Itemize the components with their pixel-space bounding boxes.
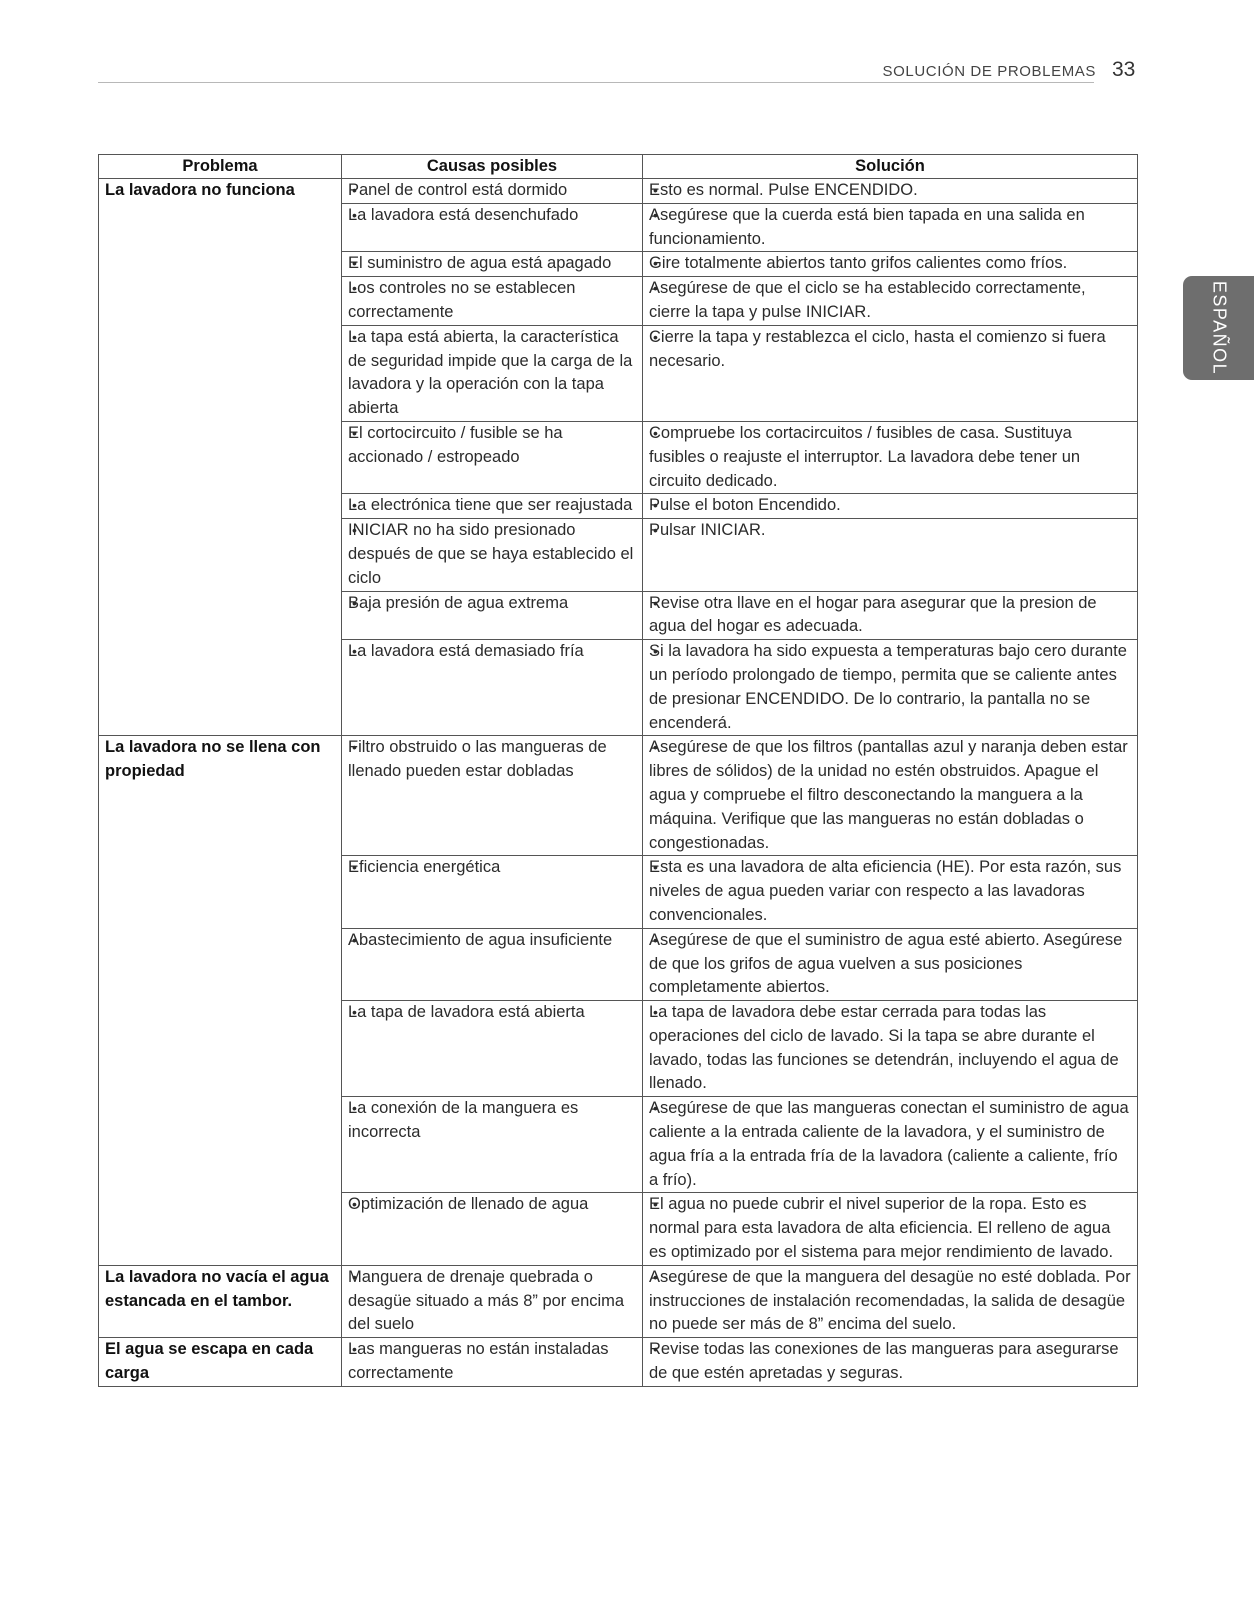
cause-cell — [342, 640, 643, 736]
cause-text: • El suministro de agua está apagado — [348, 254, 612, 273]
troubleshooting-table — [98, 154, 1138, 1387]
cause-cell — [342, 179, 643, 204]
solution-text: • Pulse el boton Encendido. — [649, 496, 841, 515]
cause-cell — [342, 1001, 643, 1097]
solution-cell — [643, 856, 1138, 928]
cause-cell — [342, 494, 643, 519]
solution-cell — [643, 203, 1138, 252]
cause-text: • Baja presión de agua extrema — [348, 593, 569, 612]
cause-cell — [342, 277, 643, 326]
solution-cell — [643, 494, 1138, 519]
solution-text: • Asegúrese de que el suministro de agua esté abierto. Asegúrese de que los grifos de agua vuelven a sus posiciones completamente abiertos. — [649, 930, 1123, 997]
column-header-problem: Problema — [99, 155, 342, 179]
cause-cell — [342, 203, 643, 252]
solution-text: • Cierre la tapa y restablezca el ciclo, hasta el comienzo si fuera necesario. — [649, 327, 1106, 370]
table-row — [99, 736, 1138, 856]
solution-text: • Asegúrese de que los filtros (pantallas azul y naranja deben estar libres de sólidos) de la unidad no estén obstruidos. Apague el agua y compruebe el filtro desconectando la manguera a la máquina. Verifique que las mangueras no están dobladas o congestionadas. — [649, 738, 1128, 852]
solution-cell — [643, 421, 1138, 493]
problem-cell: La lavadora no funciona — [99, 179, 342, 736]
cause-text: • La lavadora está demasiado fría — [348, 642, 584, 661]
section-title: SOLUCIÓN DE PROBLEMAS — [882, 63, 1096, 80]
solution-text: • Compruebe los cortacircuitos / fusibles de casa. Sustituya fusibles o reajuste el interruptor. La lavadora debe tener un circuito dedicado. — [649, 423, 1081, 490]
cause-cell — [342, 519, 643, 591]
solution-text: • Asegúrese de que el ciclo se ha establecido correctamente, cierre la tapa y pulse INICIAR. — [649, 279, 1086, 321]
solution-text: • Gire totalmente abiertos tanto grifos calientes como fríos. — [649, 254, 1068, 273]
cause-text: • Los controles no se establecen correctamente — [348, 279, 576, 321]
cause-cell — [342, 1193, 643, 1265]
cause-text: • La conexión de la manguera es incorrecta — [348, 1099, 579, 1142]
solution-cell — [643, 325, 1138, 421]
cause-cell — [342, 325, 643, 421]
cause-text: • Optimización de llenado de agua — [348, 1195, 589, 1214]
solution-cell — [643, 1338, 1138, 1387]
cause-cell — [342, 591, 643, 640]
cause-text: • El cortocircuito / fusible se ha accionado / estropeado — [348, 423, 563, 466]
table-row — [99, 1265, 1138, 1337]
solution-cell — [643, 179, 1138, 204]
cause-text: • La electrónica tiene que ser reajustada — [348, 496, 633, 515]
solution-cell — [643, 1097, 1138, 1193]
solution-text: • Esta es una lavadora de alta eficiencia (HE). Por esta razón, sus niveles de agua pueden variar con respecto a las lavadoras convencionales. — [649, 858, 1122, 924]
solution-cell — [643, 928, 1138, 1000]
problem-cell: El agua se escapa en cada carga — [99, 1338, 342, 1387]
cause-text: • Manguera de drenaje quebrada o desagüe situado a más 8” por encima del suelo — [348, 1267, 625, 1334]
cause-text: • La tapa está abierta, la característica de seguridad impide que la carga de la lavadora y la operación con la tapa abierta — [348, 327, 633, 418]
table-row — [99, 1338, 1138, 1387]
solution-text: • El agua no puede cubrir el nivel superior de la ropa. Esto es normal para esta lavadora de alta eficiencia. El relleno de agua es optimizado por el sistema para mejor rendimiento de lavado. — [649, 1195, 1114, 1262]
solution-cell — [643, 640, 1138, 736]
solution-cell — [643, 519, 1138, 591]
solution-text: • Esto es normal. Pulse ENCENDIDO. — [649, 181, 918, 199]
problem-cell: La lavadora no se llena con propiedad — [99, 736, 342, 1266]
cause-text: • La lavadora está desenchufado — [348, 205, 579, 224]
cause-text: • Abastecimiento de agua insuficiente — [348, 930, 613, 949]
cause-cell — [342, 856, 643, 928]
solution-text: • Si la lavadora ha sido expuesta a temperaturas bajo cero durante un período prolongado de tiempo, permita que se caliente antes de presionar ENCENDIDO. De lo contrario, la pantalla no se encenderá. — [649, 642, 1127, 732]
solution-cell — [643, 277, 1138, 326]
solution-text: • La tapa de lavadora debe estar cerrada para todas las operaciones del ciclo de lavado. Si la tapa se abre durante el lavado, todas las funciones se detendrán, incluyendo el agua de llenado. — [649, 1003, 1119, 1093]
cause-text: • La tapa de lavadora está abierta — [348, 1003, 585, 1022]
problem-cell: La lavadora no vacía el agua estancada en el tambor. — [99, 1265, 342, 1337]
solution-cell — [643, 591, 1138, 640]
solution-cell — [643, 1193, 1138, 1265]
solution-cell — [643, 1265, 1138, 1337]
column-header-causes: Causas posibles — [342, 155, 643, 179]
table-row — [99, 179, 1138, 204]
solution-text: • Asegúrese que la cuerda está bien tapada en una salida en funcionamiento. — [649, 205, 1085, 248]
cause-text: • Panel de control está dormido — [348, 181, 568, 199]
column-header-solution: Solución — [643, 155, 1138, 179]
cause-cell — [342, 252, 643, 277]
cause-cell — [342, 1097, 643, 1193]
solution-text: • Revise todas las conexiones de las mangueras para asegurarse de que estén apretadas y seguras. — [649, 1340, 1119, 1383]
cause-cell — [342, 421, 643, 493]
cause-cell — [342, 736, 643, 856]
cause-cell — [342, 928, 643, 1000]
solution-text: • Asegúrese de que la manguera del desagüe no esté doblada. Por instrucciones de instalación recomendadas, la salida de desagüe no puede ser más de 8” encima del suelo. — [649, 1267, 1131, 1334]
cause-text: • INICIAR no ha sido presionado después de que se haya establecido el ciclo — [348, 521, 634, 587]
page-number: 33 — [1112, 58, 1136, 81]
language-tab-label: ESPAÑOL — [1209, 280, 1229, 376]
solution-cell — [643, 252, 1138, 277]
header-rule — [98, 82, 1094, 83]
solution-cell — [643, 736, 1138, 856]
cause-cell — [342, 1265, 643, 1337]
cause-text: • Las mangueras no están instaladas correctamente — [348, 1340, 609, 1383]
solution-cell — [643, 1001, 1138, 1097]
solution-text: • Asegúrese de que las mangueras conectan el suministro de agua caliente a la entrada caliente de la lavadora, y el suministro de agua fría a la entrada fría de la lavadora (caliente a caliente, frío a frío). — [649, 1099, 1129, 1189]
cause-cell — [342, 1338, 643, 1387]
cause-text: • Eficiencia energética — [348, 858, 501, 877]
cause-text: • Filtro obstruido o las mangueras de llenado pueden estar dobladas — [348, 738, 607, 781]
solution-text: • Pulsar INICIAR. — [649, 521, 766, 540]
language-tab — [1183, 276, 1254, 380]
table-header-row — [99, 155, 1138, 179]
solution-text: • Revise otra llave en el hogar para asegurar que la presion de agua del hogar es adecuada. — [649, 593, 1097, 636]
